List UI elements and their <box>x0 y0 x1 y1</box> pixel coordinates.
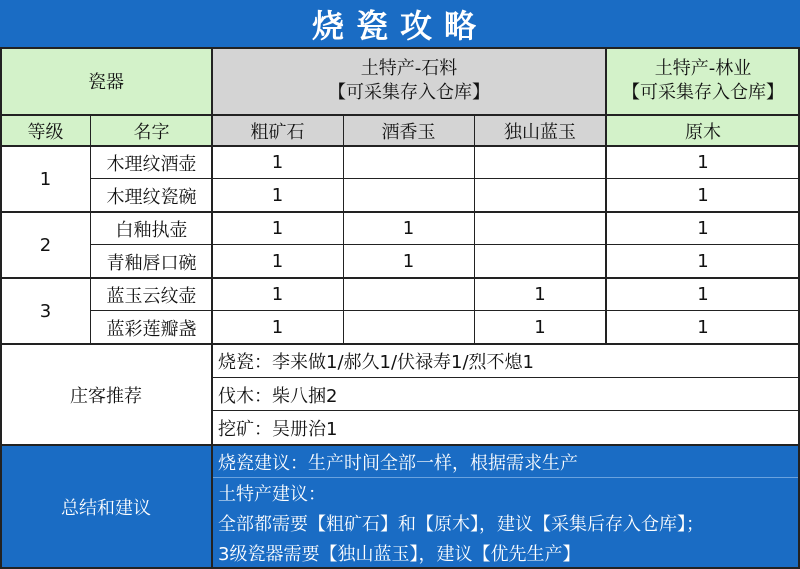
grid-line <box>0 343 800 345</box>
item-name: 白釉执壶 <box>115 219 188 241</box>
wood-group-note: 【可采集存入仓库】 <box>622 82 784 103</box>
recommend-line-porcelain: 烧瓷：李来做1/郝久1/伏禄寿1/烈不熄1 <box>218 352 535 373</box>
grid-line <box>605 47 607 344</box>
grid-line <box>0 211 800 213</box>
item-name: 蓝彩莲瓣盏 <box>106 318 197 340</box>
summary-line-all: 全部都需要【粗矿石】和【原木】，建议【采集后存入仓库】； <box>212 508 800 538</box>
dushan-jade-qty: 1 <box>534 317 546 338</box>
summary-label: 总结和建议 <box>0 445 212 569</box>
rough-ore-qty: 1 <box>271 218 284 239</box>
grid-line <box>0 444 800 446</box>
wine-jade-qty <box>343 179 474 212</box>
level-cell: 3 <box>39 300 52 322</box>
item-name: 木理纹酒壶 <box>106 153 197 175</box>
wine-jade-qty <box>343 146 474 179</box>
grid-line <box>91 310 800 311</box>
porcelain-header: 瓷器 <box>0 47 212 115</box>
log-qty: 1 <box>697 185 709 206</box>
item-name: 蓝玉云纹壶 <box>106 285 197 307</box>
grid-line <box>211 47 213 569</box>
level-cell: 1 <box>39 168 52 190</box>
grid-line <box>91 178 800 179</box>
summary-line-porcelain: 烧瓷建议：生产时间全部一样，根据需求生产 <box>212 445 800 478</box>
grid-line <box>343 115 344 344</box>
recommend-label: 庄客推荐 <box>70 385 142 407</box>
dushan-jade-qty <box>474 212 606 245</box>
page-title: 烧瓷攻略 <box>0 0 800 47</box>
wine-jade-qty: 1 <box>402 251 415 272</box>
grid-line <box>212 477 800 478</box>
wood-group-title: 土特产-林业 <box>654 58 752 79</box>
dushan-jade-qty <box>474 179 606 212</box>
rough-ore-qty: 1 <box>271 251 284 272</box>
dushan-jade-qty: 1 <box>534 284 546 305</box>
recommend-line-mining: 挖矿：吴册治1 <box>218 419 338 440</box>
summary-line-level3: 3级瓷器需要【独山蓝玉】，建议【优先生产】 <box>212 538 800 568</box>
recommend-line-logging: 伐木：柴八捆2 <box>218 385 338 407</box>
log-qty: 1 <box>697 251 709 272</box>
stone-group-title: 土特产-石料 <box>360 58 458 79</box>
level-cell: 2 <box>39 234 52 256</box>
grid-line <box>212 377 800 378</box>
stone-group-header <box>212 47 606 115</box>
log-qty: 1 <box>697 284 709 305</box>
wine-jade-qty <box>343 311 474 344</box>
rough-ore-qty: 1 <box>271 152 284 173</box>
grid-line <box>474 115 475 344</box>
grid-line <box>0 277 800 279</box>
wood-group-header <box>606 47 800 115</box>
log-qty: 1 <box>697 218 709 239</box>
wine-jade-qty: 1 <box>402 218 415 239</box>
rough-ore-qty: 1 <box>271 284 284 305</box>
rough-ore-qty: 1 <box>271 185 284 206</box>
dushan-jade-header: 独山蓝玉 <box>474 115 606 146</box>
level-header: 等级 <box>0 115 91 146</box>
grid-line <box>0 47 800 49</box>
wine-jade-header: 酒香玉 <box>343 115 474 146</box>
stone-group-note: 【可采集存入仓库】 <box>328 82 490 103</box>
dushan-jade-qty <box>474 245 606 278</box>
rough-ore-header: 粗矿石 <box>212 115 343 146</box>
grid-line <box>91 244 800 245</box>
log-qty: 1 <box>697 152 709 173</box>
log-qty: 1 <box>697 317 709 338</box>
grid-line <box>0 145 800 147</box>
name-header: 名字 <box>91 115 212 146</box>
grid-line <box>0 114 800 116</box>
item-name: 青釉唇口碗 <box>106 252 197 274</box>
grid-line <box>212 410 800 411</box>
grid-line <box>0 47 2 569</box>
rough-ore-qty: 1 <box>271 317 284 338</box>
grid-line <box>90 115 91 344</box>
summary-line-heading: 土特产建议： <box>212 478 800 508</box>
item-name: 木理纹瓷碗 <box>106 186 197 208</box>
wine-jade-qty <box>343 278 474 311</box>
log-header: 原木 <box>606 115 800 146</box>
dushan-jade-qty <box>474 146 606 179</box>
